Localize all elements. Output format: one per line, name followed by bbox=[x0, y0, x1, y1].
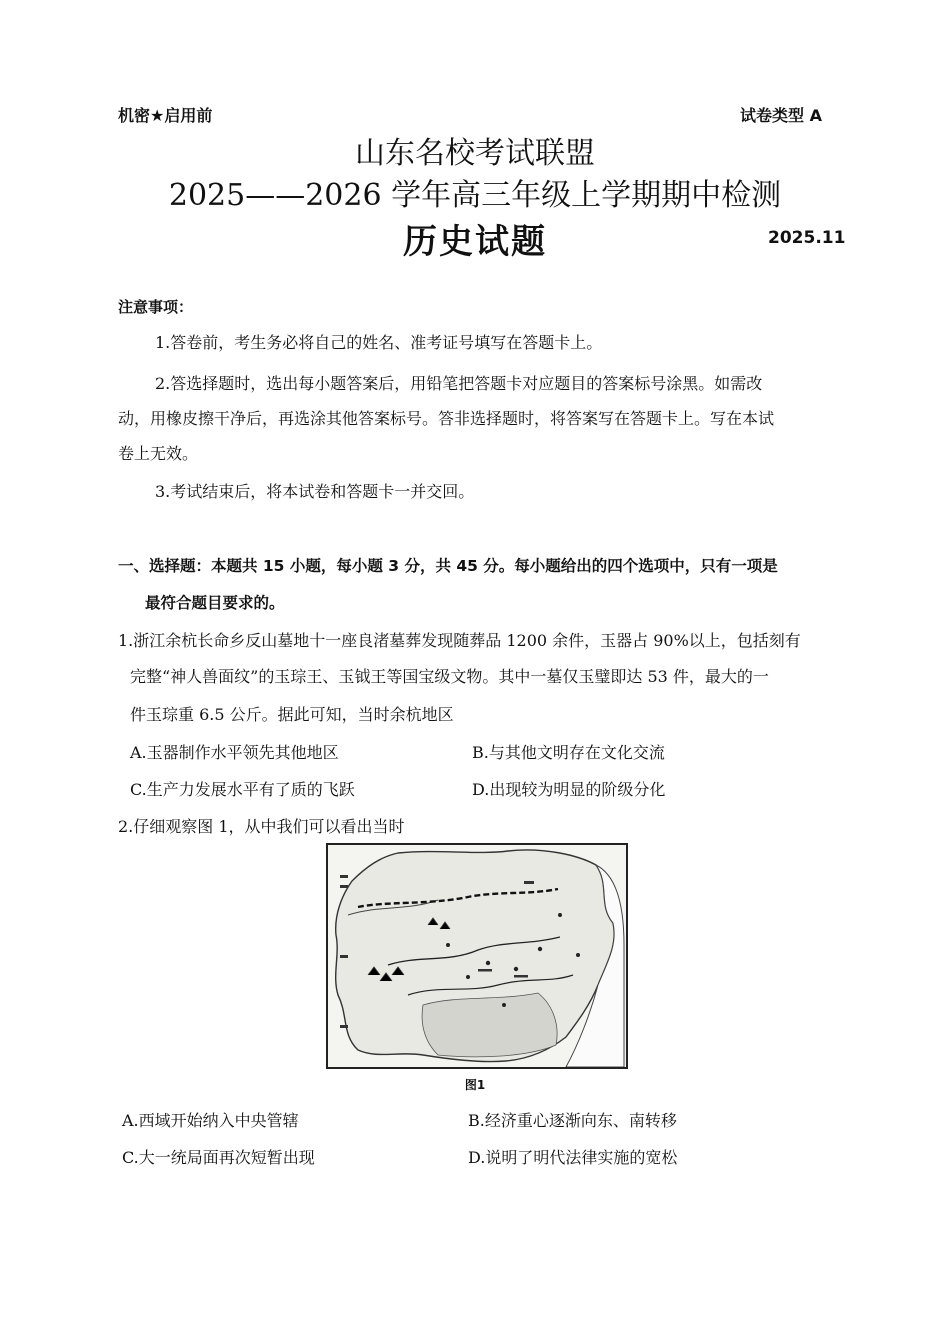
note-item-3: 3.考试结束后，将本试卷和答题卡一并交回。 bbox=[155, 482, 475, 501]
confidential-label: 机密★启用前 bbox=[118, 106, 213, 125]
note-item-2: 2.答选择题时，选出每小题答案后，用铅笔把答题卡对应题目的答案标号涂黑。如需改 bbox=[155, 374, 763, 393]
q1-stem-line2: 完整“神人兽面纹”的玉琮王、玉钺王等国宝级文物。其中一墓仅玉璧即达 53 件，最大的一 bbox=[130, 667, 769, 686]
notes-heading: 注意事项： bbox=[118, 298, 194, 316]
exam-date: 2025.11 bbox=[768, 228, 846, 248]
map-graphic bbox=[328, 845, 626, 1067]
note-item-1: 1.答卷前，考生务必将自己的姓名、准考证号填写在答题卡上。 bbox=[155, 333, 603, 352]
note-item-2-end: 卷上无效。 bbox=[118, 444, 199, 463]
exam-org-title: 山东名校考试联盟 bbox=[355, 136, 595, 171]
q2-option-b: B.经济重心逐渐向东、南转移 bbox=[468, 1111, 677, 1130]
q1-option-b: B.与其他文明存在文化交流 bbox=[472, 743, 665, 762]
q1-stem-line1: 1.浙江余杭长命乡反山墓地十一座良渚墓葬发现随葬品 1200 余件，玉器占 90%以上，包括刻有 bbox=[118, 631, 801, 650]
q2-option-a: A.西域开始纳入中央管辖 bbox=[122, 1111, 299, 1130]
section-heading-line1: 一、选择题：本题共 15 小题，每小题 3 分，共 45 分。每小题给出的四个选项中，只有一项是 bbox=[118, 557, 778, 575]
section-heading-line2: 最符合题目要求的。 bbox=[145, 594, 285, 612]
figure-caption: 图1 bbox=[464, 1078, 486, 1092]
exam-name-title: 2025——2026 学年高三年级上学期期中检测 bbox=[168, 178, 782, 213]
note-item-2-cont: 动，用橡皮擦干净后，再选涂其他答案标号。答非选择题时，将答案写在答题卡上。写在本试 bbox=[118, 409, 775, 428]
paper-type-label: 试卷类型 A bbox=[740, 106, 822, 125]
q1-option-a: A.玉器制作水平领先其他地区 bbox=[130, 743, 339, 762]
figure-1-map bbox=[326, 843, 628, 1069]
q1-option-c: C.生产力发展水平有了质的飞跃 bbox=[130, 780, 355, 799]
q2-stem: 2.仔细观察图 1，从中我们可以看出当时 bbox=[118, 817, 405, 836]
q1-option-d: D.出现较为明显的阶级分化 bbox=[472, 780, 666, 799]
subject-title: 历史试题 bbox=[403, 222, 547, 262]
q2-option-d: D.说明了明代法律实施的宽松 bbox=[468, 1148, 678, 1167]
q2-option-c: C.大一统局面再次短暂出现 bbox=[122, 1148, 315, 1167]
q1-stem-line3: 件玉琮重 6.5 公斤。据此可知，当时余杭地区 bbox=[130, 705, 454, 724]
